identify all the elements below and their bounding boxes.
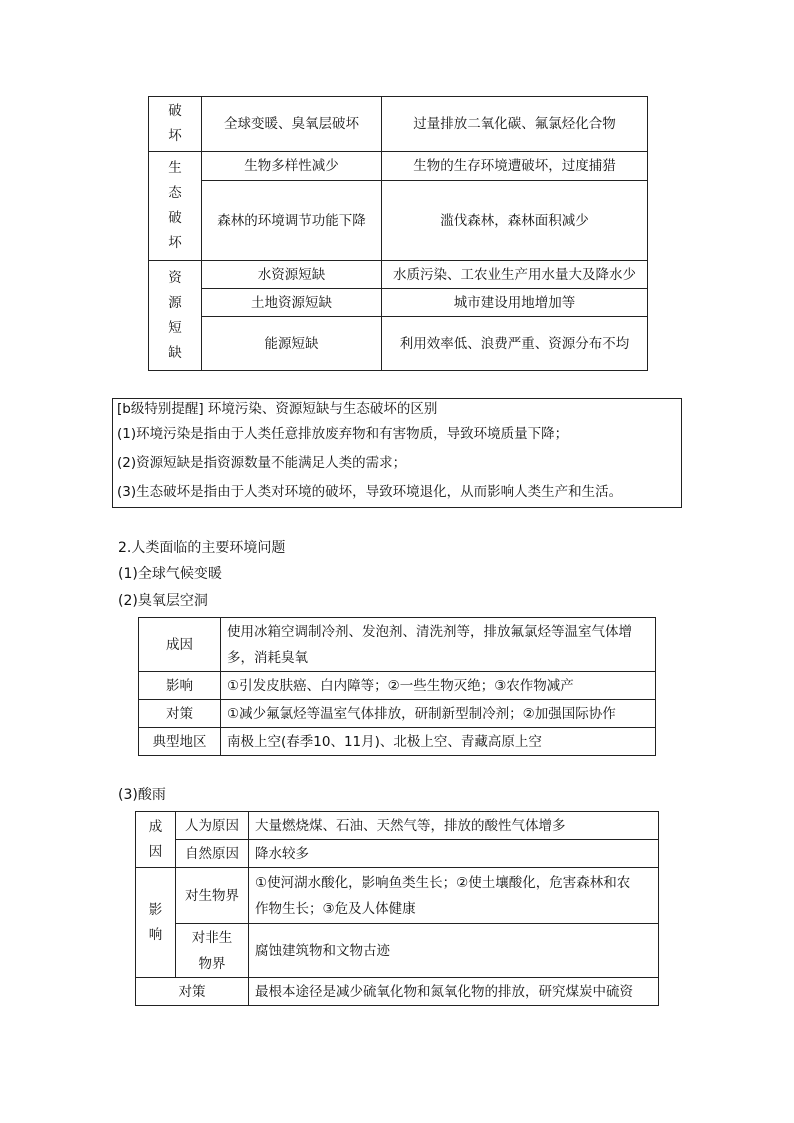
cause-cell: 过量排放二氧化碳、氟氯烃化合物 xyxy=(382,97,648,152)
cause-cell: 城市建设用地增加等 xyxy=(382,289,648,317)
subsection-acid-rain: (3)酸雨 xyxy=(118,787,166,803)
human-cause-label: 人为原因 xyxy=(176,812,249,840)
row-content: ①减少氟氯烃等温室气体排放，研制新型制冷剂；②加强国际协作 xyxy=(221,700,656,728)
cause-cell: 水质污染、工农业生产用水量大及降水少 xyxy=(382,261,648,289)
nonbio-impact-label: 对非生 物界 xyxy=(176,924,249,978)
problem-cell: 生物多样性减少 xyxy=(202,152,382,181)
cause-group-label: 成 因 xyxy=(136,812,176,868)
row-content: 使用冰箱空调制冷剂、发泡剂、清洗剂等，排放氟氯烃等温室气体增 多，消耗臭氧 xyxy=(221,618,656,672)
problem-cell: 全球变暖、臭氧层破坏 xyxy=(202,97,382,152)
cause-cell: 滥伐森林，森林面积减少 xyxy=(382,181,648,261)
tip-title: [b级特别提醒] 环境污染、资源短缺与生态破坏的区别 xyxy=(117,401,438,417)
group-label-resource-shortage: 资 源 短 缺 xyxy=(149,261,202,371)
tip-item: (3)生态破坏是指由于人类对环境的破坏，导致环境退化，从而影响人类生产和生活。 xyxy=(117,484,623,500)
section-title: 2.人类面临的主要环境问题 xyxy=(118,540,286,556)
measure-label: 对策 xyxy=(136,978,249,1006)
row-content: ①引发皮肤癌、白内障等；②一些生物灭绝；③农作物减产 xyxy=(221,672,656,700)
problem-cell: 能源短缺 xyxy=(202,317,382,371)
subsection-climate: (1)全球气候变暖 xyxy=(118,566,222,582)
tip-item: (2)资源短缺是指资源数量不能满足人类的需求； xyxy=(117,455,407,471)
row-label: 影响 xyxy=(139,672,221,700)
acid-rain-table xyxy=(135,811,659,1006)
problem-cell: 森林的环境调节功能下降 xyxy=(202,181,382,261)
tip-box xyxy=(112,398,682,508)
row-label: 成因 xyxy=(139,618,221,672)
problem-cell: 土地资源短缺 xyxy=(202,289,382,317)
problem-cell: 水资源短缺 xyxy=(202,261,382,289)
row-label: 典型地区 xyxy=(139,728,221,756)
cause-cell: 生物的生存环境遭破坏，过度捕猎 xyxy=(382,152,648,181)
measure: 最根本途径是减少硫氧化物和氮氧化物的排放，研究煤炭中硫资 xyxy=(249,978,659,1006)
row-content: 南极上空(春季10、11月)、北极上空、青藏高原上空 xyxy=(221,728,656,756)
natural-cause-label: 自然原因 xyxy=(176,840,249,868)
bio-impact-label: 对生物界 xyxy=(176,868,249,924)
subsection-ozone: (2)臭氧层空洞 xyxy=(118,593,208,609)
group-label-damage: 破 坏 xyxy=(149,97,202,152)
ozone-hole-table xyxy=(138,617,656,756)
impact-group-label: 影 响 xyxy=(136,868,176,978)
cause-cell: 利用效率低、浪费严重、资源分布不均 xyxy=(382,317,648,371)
natural-cause: 降水较多 xyxy=(249,840,659,868)
group-label-ecological-damage: 生 态 破 坏 xyxy=(149,152,202,261)
nonbio-impact: 腐蚀建筑物和文物古迹 xyxy=(249,924,659,978)
row-label: 对策 xyxy=(139,700,221,728)
human-cause: 大量燃烧煤、石油、天然气等，排放的酸性气体增多 xyxy=(249,812,659,840)
tip-item: (1)环境污染是指由于人类任意排放废弃物和有害物质，导致环境质量下降； xyxy=(117,426,569,442)
bio-impact: ①使河湖水酸化，影响鱼类生长；②使土壤酸化，危害森林和农 作物生长；③危及人体健康 xyxy=(249,868,659,924)
environment-problems-table xyxy=(148,96,648,371)
